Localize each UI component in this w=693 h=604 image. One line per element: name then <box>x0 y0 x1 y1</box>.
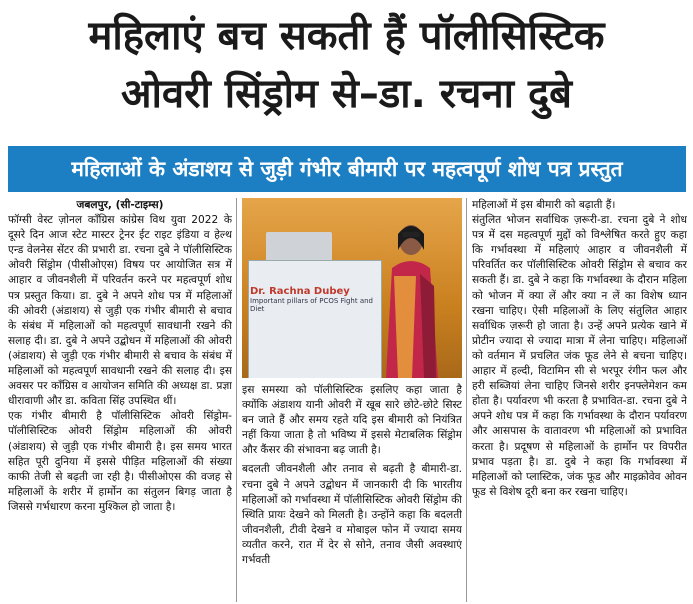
paragraph: महिलाओं में इस बीमारी को बढ़ाती हैं। <box>472 199 616 211</box>
speaker-photo <box>242 198 462 378</box>
podium-subcaption: Important pillars of PCOS Fight and Diet <box>250 297 373 313</box>
headline <box>0 0 693 132</box>
article-column-2 <box>242 383 462 602</box>
podium-caption <box>250 286 378 313</box>
podium-name: Dr. Rachna Dubey <box>250 286 350 297</box>
article-column-1 <box>8 198 232 602</box>
speaker-figure <box>376 216 446 378</box>
paragraph: एक गंभीर बीमारी है पॉलीसिस्टिक ओवरी सिंड्रोम-पॉलीसिस्टिक ओवरी सिंड्रोम महिलाओं की ओवरी (अंडाशय) से जुड़ी एक गंभीर बीमारी है। इस समय भारत सहित पूरी दुनिया में इससे पीड़ित महिलाओं की संख्या काफी तेजी से बढ़ती जा रही है। पीसीओएस की वजह से महिलाओं के शरीर में हार्मोन का संतुलन बिगड़ जाता है जिससे गर्भधारण करना मुश्किल हो जाता है। <box>8 410 232 513</box>
column-divider <box>466 198 467 602</box>
laptop <box>266 232 332 262</box>
subheadline: महिलाओं के अंडाशय से जुड़ी गंभीर बीमारी पर महत्वपूर्ण शोध पत्र प्रस्तुत <box>8 146 686 192</box>
paragraph: बदलती जीवनशैली और तनाव से बढ़ती है बीमारी-डा. रचना दुबे ने अपने उद्बोधन में जानकारी दी कि भारतीय महिलाओं को गर्भावस्था में पॉलीसिस्टिक ओवरी सिंड्रोम की स्थिति प्रायः देखने को मिलती है। उन्होंने कहा कि बदलती जीवनशैली, टीवी देखने व मोबाइल फोन में ज्यादा समय व्यतीत करने, रात में देर से सोने, तनाव जैसी अवस्थाएं गर्भवती <box>242 463 462 567</box>
paragraph: इस समस्या को पॉलीसिस्टिक इसलिए कहा जाता है क्योंकि अंडाशय यानी ओवरी में खूब सारे छोटे-छोटे सिस्ट बन जाते हैं और समय रहते यदि इस बीमारी को नियंत्रित नहीं किया जाता है तो भविष्य में इससे मेटाबलिक सिंड्रोम और कैंसर की संभावना बढ़ जाती है। <box>242 384 462 457</box>
headline-line-1: महिलाएं बच सकती हैं पॉलीसिस्टिक <box>88 13 605 59</box>
podium <box>248 260 382 378</box>
column-divider <box>236 198 237 602</box>
paragraph: फॉग्सी वेस्ट ज़ोनल कॉंग्रिस कांग्रेस विथ युवा 2022 के दूसरे दिन आज स्टेट मास्टर ट्रेनर ईट राइट इंडिया व हेल्थ एन्ड वेलनेस सेंटर की प्रभारी डा. रचना दुबे ने पॉलीसिस्टिक ओवरी सिंड्रोम (पीसीओएस) विषय पर आयोजित सत्र में आहार व जीवनशैली में परिवर्तन करने पर महत्वपूर्ण शोध पत्र प्रस्तुत किया। डा. दुबे ने अपने शोध पत्र में महिलाओं की ओवरी (अंडाशय) से जुड़ी एक गंभीर बीमारी से बचाव के संबंध में महिलाओं को महत्वपूर्ण सावधानी रखने की सलाह दी। डा. दुबे ने अपने उद्बोधन में महिलाओं की ओवरी (अंडाशय) से जुड़ी एक गंभीर बीमारी से बचाव के संबंध में महिलाओं को महत्वपूर्ण सावधानी रखने की सलाह दी। इस अवसर पर कॉंग्रिस व आयोजन समिति की अध्यक्ष डा. प्रज्ञा धीरावाणी और डा. कविता सिंह उपस्थित थीं। <box>8 214 232 408</box>
dateline: जबलपुर, (सी-टाइम्स) <box>76 199 164 211</box>
paragraph: संतुलित भोजन सर्वाधिक ज़रूरी-डा. रचना दुबे ने शोध पत्र में दस महत्वपूर्ण मुद्दों को विश्लेषित करते हुए कहा कि गर्भावस्था में महिलाएं आहार व जीवनशैली में परिवर्तित कर पॉलीसिस्टिक ओवरी सिंड्रोम से बचाव कर सकती हैं। डा. दुबे ने कहा कि गर्भावस्था के दौरान महिला को भोजन में क्या लें और क्या न लें का विशेष ध्यान रखना चाहिए। ऐसी महिलाओं के लिए संतुलित आहार सर्वाधिक ज़रूरी हो जाता है। उन्हें अपने प्रत्येक खाने में प्रोटीन ज्यादा से ज्यादा मात्रा में लेना चाहिए। महिलाओं को वर्तमान में प्रचलित जंक फूड लेने से बचना चाहिए। आहार में हल्दी, विटामिन सी से भरपूर रंगीन फल और हरी सब्जियां लेना चाहिए जिनसे शरीर इनफ्लेमेशन कम होता है। पर्यावरण भी करता है प्रभावित-डा. रचना दुबे ने अपने शोध पत्र में कहा कि गर्भावस्था के दौरान पर्यावरण और आसपास के वातावरण भी महिलाओं को प्रभावित करता है। प्रदूषण से महिलाओं के हार्मोन पर विपरीत प्रभाव पड़ता है। डा. दुबे ने कहा कि गर्भावस्था में महिलाओं को प्लास्टिक, जंक फूड और माइक्रोवेव ओवन फूड से विशेष दूरी बना कर रखना चाहिए। <box>472 214 687 498</box>
headline-line-2: ओवरी सिंड्रोम से–डा. रचना दुबे <box>120 71 573 117</box>
article-column-3 <box>472 198 687 602</box>
